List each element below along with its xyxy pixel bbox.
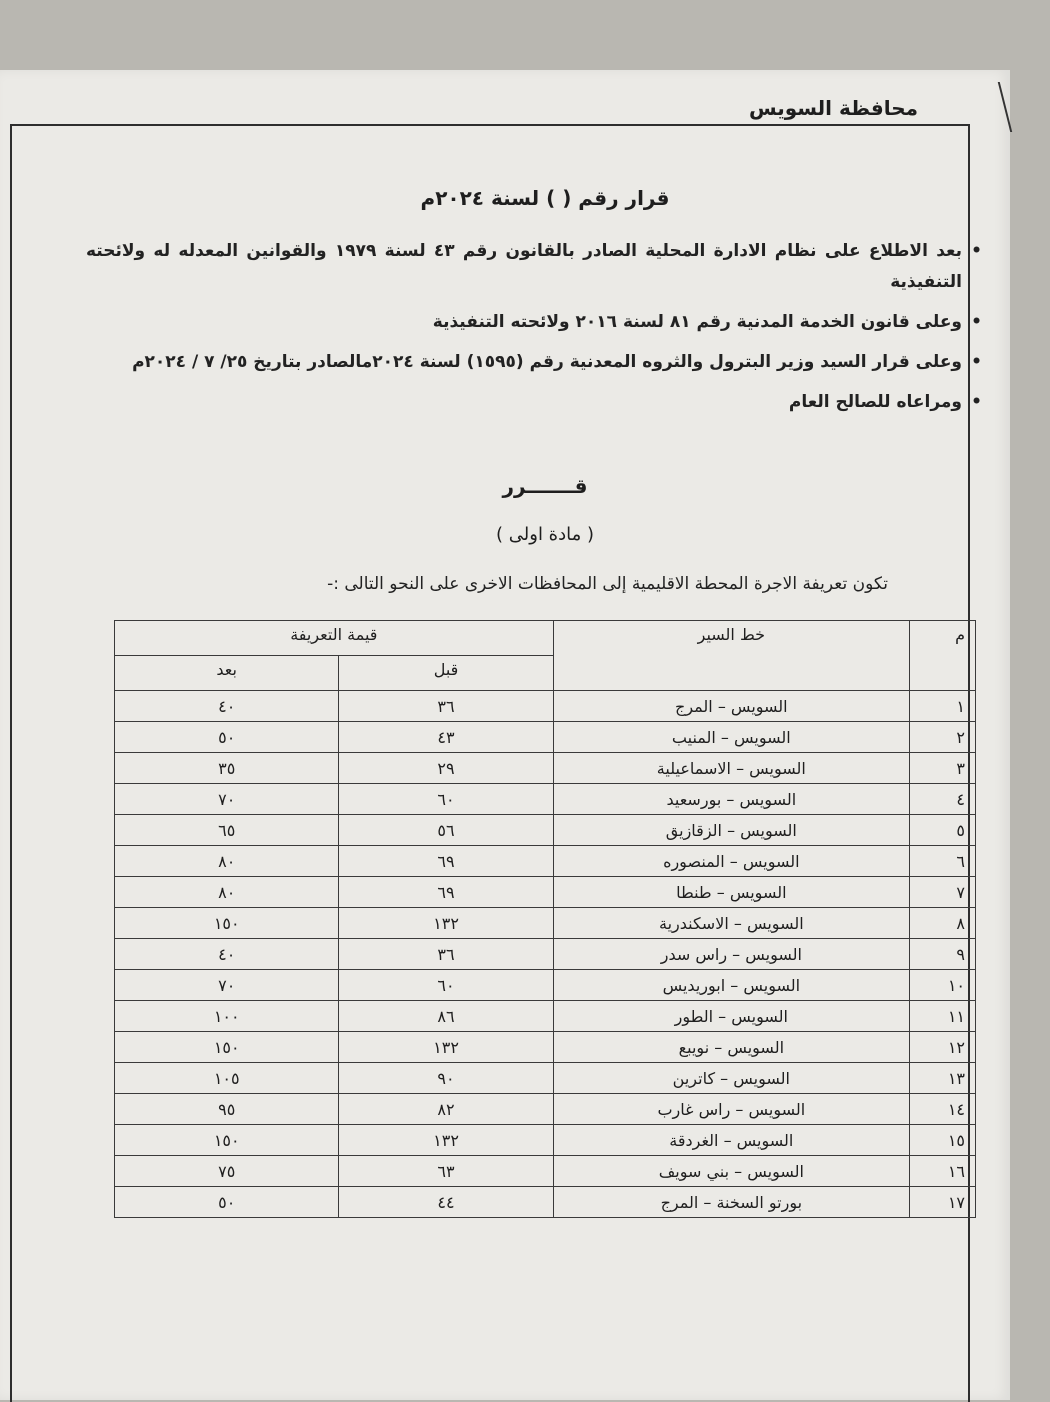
table-intro-text: تكون تعريفة الاجرة المحطة الاقليمية إلى المحافظات الاخرى على النحو التالى :- xyxy=(327,574,888,594)
row-number: ١ xyxy=(910,691,976,722)
table-row xyxy=(115,691,976,722)
decided-heading: قـــــــرر xyxy=(502,474,588,498)
table-row xyxy=(115,846,976,877)
bullet-icon: • xyxy=(971,392,982,412)
organization-header: محافظة السويس xyxy=(748,96,918,120)
row-route: السويس – المنصوره xyxy=(553,846,909,877)
row-after-value: ١٥٠ xyxy=(115,908,339,939)
table-body xyxy=(115,691,976,1218)
row-number: ٢ xyxy=(910,722,976,753)
table-row xyxy=(115,877,976,908)
row-before-value: ٦٠ xyxy=(339,784,553,815)
row-route: السويس – المرج xyxy=(553,691,909,722)
row-after-value: ٤٠ xyxy=(115,691,339,722)
bullet-icon: • xyxy=(971,241,982,261)
row-after-value: ١٥٠ xyxy=(115,1032,339,1063)
row-after-value: ١٠٠ xyxy=(115,1001,339,1032)
row-route: السويس – راس سدر xyxy=(553,939,909,970)
row-number: ٨ xyxy=(910,908,976,939)
recital-item xyxy=(86,236,982,298)
row-number: ٦ xyxy=(910,846,976,877)
header-number: م xyxy=(910,621,976,691)
row-before-value: ٦٩ xyxy=(339,877,553,908)
row-before-value: ٣٦ xyxy=(339,691,553,722)
row-number: ١٤ xyxy=(910,1094,976,1125)
row-after-value: ٧٥ xyxy=(115,1156,339,1187)
row-after-value: ٤٠ xyxy=(115,939,339,970)
table-row xyxy=(115,1032,976,1063)
row-number: ١٣ xyxy=(910,1063,976,1094)
row-route: السويس – كاترين xyxy=(553,1063,909,1094)
row-after-value: ١٥٠ xyxy=(115,1125,339,1156)
recital-text: بعد الاطلاع على نظام الادارة المحلية الصادر بالقانون رقم ٤٣ لسنة ١٩٧٩ والقوانين المعدله له ولائحته التنفيذية xyxy=(86,241,962,292)
row-after-value: ٦٥ xyxy=(115,815,339,846)
row-before-value: ٥٦ xyxy=(339,815,553,846)
table-row xyxy=(115,1187,976,1218)
row-route: السويس – ابوريديس xyxy=(553,970,909,1001)
row-route: السويس – الزقازيق xyxy=(553,815,909,846)
table-header-row xyxy=(115,621,976,656)
table-row xyxy=(115,970,976,1001)
recital-item xyxy=(86,347,982,378)
row-route: بورتو السخنة – المرج xyxy=(553,1187,909,1218)
row-after-value: ٩٥ xyxy=(115,1094,339,1125)
row-before-value: ٤٣ xyxy=(339,722,553,753)
row-after-value: ٣٥ xyxy=(115,753,339,784)
row-before-value: ٦٠ xyxy=(339,970,553,1001)
table-row xyxy=(115,1001,976,1032)
row-before-value: ١٣٢ xyxy=(339,1125,553,1156)
row-before-value: ٨٦ xyxy=(339,1001,553,1032)
row-before-value: ١٣٢ xyxy=(339,1032,553,1063)
row-after-value: ٥٠ xyxy=(115,722,339,753)
header-before: قبل xyxy=(339,656,553,691)
row-before-value: ٢٩ xyxy=(339,753,553,784)
row-route: السويس – المنيب xyxy=(553,722,909,753)
recital-item xyxy=(86,387,982,418)
row-before-value: ٣٦ xyxy=(339,939,553,970)
table-row xyxy=(115,1063,976,1094)
row-number: ١٧ xyxy=(910,1187,976,1218)
row-number: ٥ xyxy=(910,815,976,846)
tariff-table xyxy=(114,620,976,1218)
row-number: ٩ xyxy=(910,939,976,970)
row-number: ٧ xyxy=(910,877,976,908)
row-number: ١١ xyxy=(910,1001,976,1032)
header-route: خط السير xyxy=(553,621,909,691)
table-row xyxy=(115,1094,976,1125)
row-number: ١٥ xyxy=(910,1125,976,1156)
row-route: السويس – راس غارب xyxy=(553,1094,909,1125)
table-row xyxy=(115,1125,976,1156)
row-number: ٤ xyxy=(910,784,976,815)
row-number: ١٠ xyxy=(910,970,976,1001)
table-row xyxy=(115,1156,976,1187)
bullet-icon: • xyxy=(971,352,982,372)
row-before-value: ٩٠ xyxy=(339,1063,553,1094)
row-number: ٣ xyxy=(910,753,976,784)
row-after-value: ١٠٥ xyxy=(115,1063,339,1094)
row-route: السويس – بورسعيد xyxy=(553,784,909,815)
row-before-value: ٦٩ xyxy=(339,846,553,877)
row-route: السويس – بني سويف xyxy=(553,1156,909,1187)
table-row xyxy=(115,815,976,846)
row-before-value: ١٣٢ xyxy=(339,908,553,939)
row-after-value: ٧٠ xyxy=(115,784,339,815)
row-route: السويس – الاسماعيلية xyxy=(553,753,909,784)
bullet-icon: • xyxy=(971,312,982,332)
row-after-value: ٧٠ xyxy=(115,970,339,1001)
recital-text: ومراعاه للصالح العام xyxy=(788,392,962,412)
table-row xyxy=(115,784,976,815)
recital-text: وعلى قرار السيد وزير البترول والثروه المعدنية رقم (١٥٩٥) لسنة ٢٠٢٤مالصادر بتاريخ ٢٥/ ٧ / ٢٠٢٤م xyxy=(132,352,962,372)
table-row xyxy=(115,908,976,939)
recital-text: وعلى قانون الخدمة المدنية رقم ٨١ لسنة ٢٠١٦ ولائحته التنفيذية xyxy=(432,312,962,332)
recitals-list xyxy=(86,236,982,427)
header-after: بعد xyxy=(115,656,339,691)
row-number: ١٦ xyxy=(910,1156,976,1187)
header-tariff: قيمة التعريفة xyxy=(115,621,554,656)
row-route: السويس – نويبع xyxy=(553,1032,909,1063)
table-row xyxy=(115,939,976,970)
row-before-value: ٤٤ xyxy=(339,1187,553,1218)
row-before-value: ٦٣ xyxy=(339,1156,553,1187)
table-row xyxy=(115,753,976,784)
row-route: السويس – الاسكندرية xyxy=(553,908,909,939)
row-route: السويس – الطور xyxy=(553,1001,909,1032)
article-heading: ( مادة اولى ) xyxy=(496,524,594,545)
decree-title: قرار رقم ( ) لسنة ٢٠٢٤م xyxy=(420,186,670,210)
recital-item xyxy=(86,307,982,338)
row-route: السويس – الغردقة xyxy=(553,1125,909,1156)
row-before-value: ٨٢ xyxy=(339,1094,553,1125)
row-after-value: ٨٠ xyxy=(115,846,339,877)
row-after-value: ٥٠ xyxy=(115,1187,339,1218)
row-route: السويس – طنطا xyxy=(553,877,909,908)
row-number: ١٢ xyxy=(910,1032,976,1063)
table-row xyxy=(115,722,976,753)
row-after-value: ٨٠ xyxy=(115,877,339,908)
